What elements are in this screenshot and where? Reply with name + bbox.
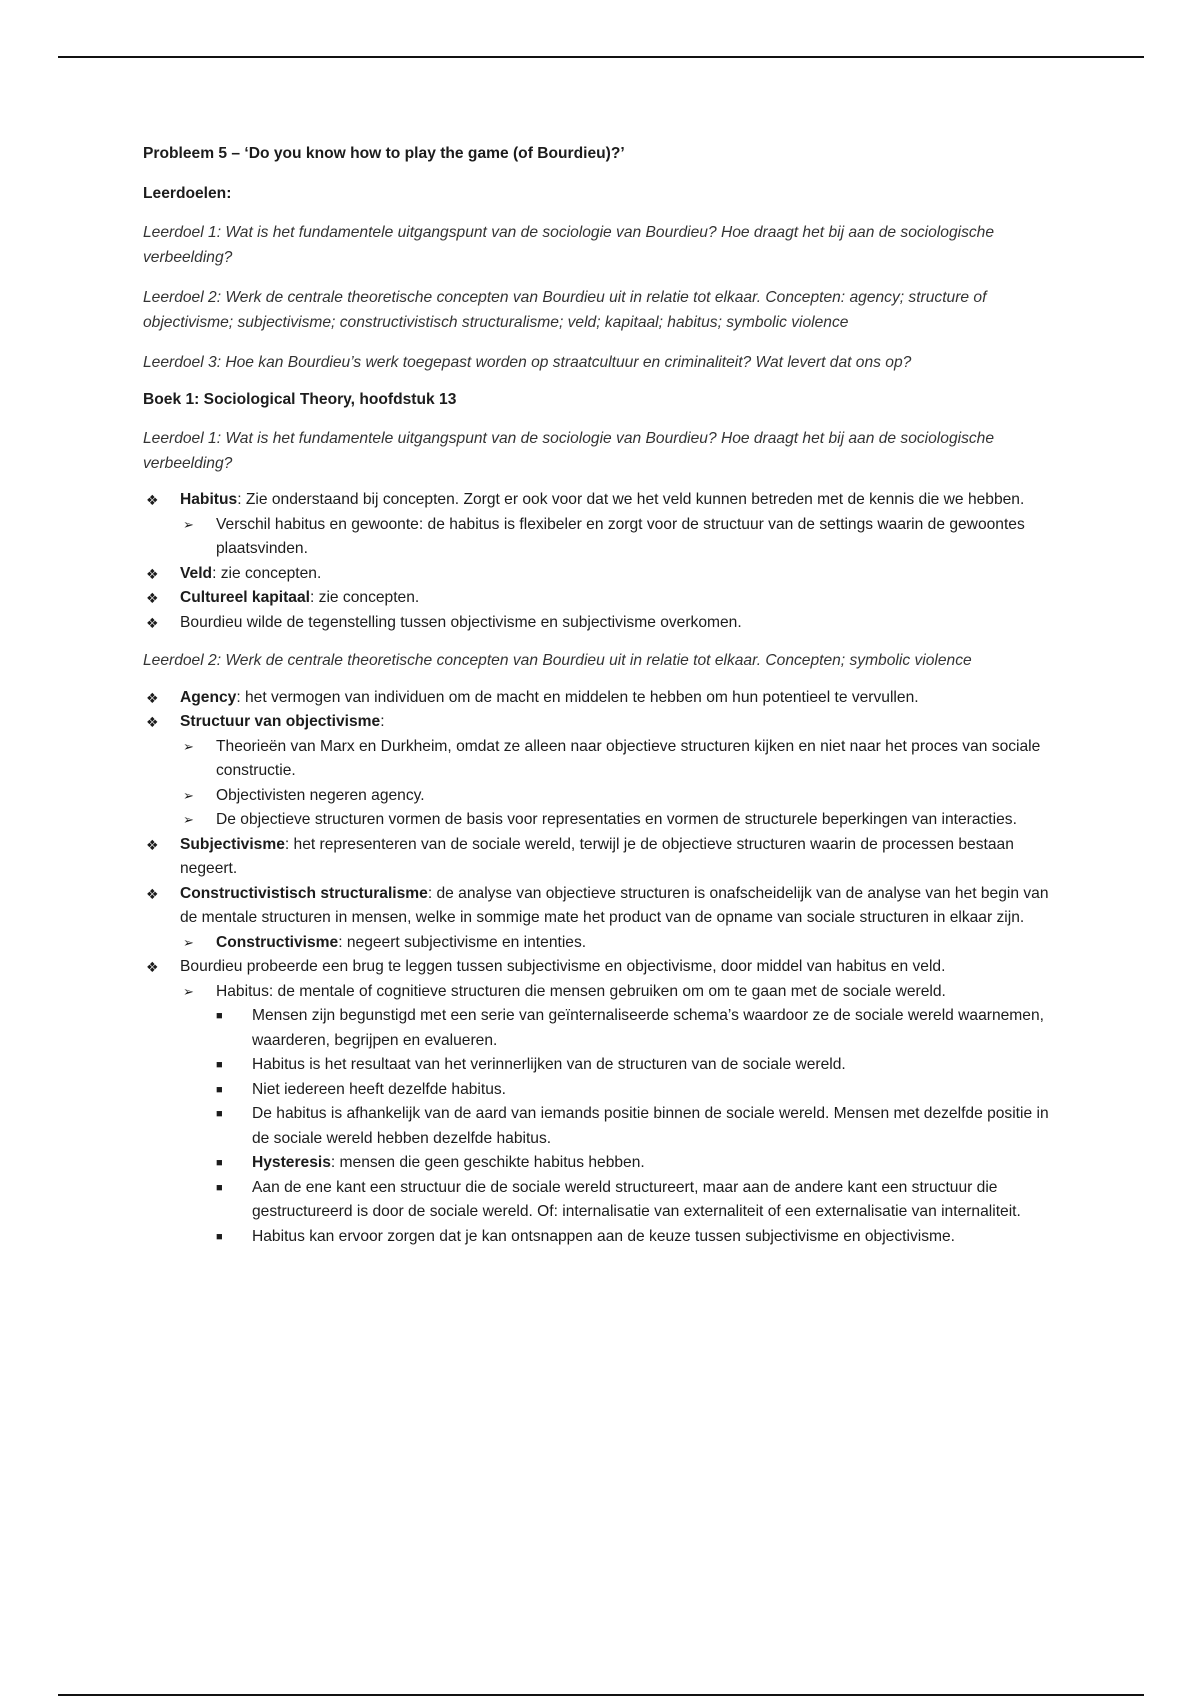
list-item-text: Verschil habitus en gewoonte: de habitus is flexibeler en zorgt voor de structuur van de settings waarin de gewoontes plaatsvinden.	[216, 515, 1025, 557]
list-item-text: Mensen zijn begunstigd met een serie van geïnternaliseerde schema’s waardoor ze de sociale wereld waarnemen, waarderen, begrijpen en evalueren.	[252, 1007, 1044, 1049]
list-item	[180, 931, 1053, 956]
list-item-text: Objectivisten negeren agency.	[216, 786, 425, 804]
list-item	[180, 808, 1053, 833]
list-item	[143, 586, 1053, 611]
list-item-text: : negeert subjectivisme en intenties.	[338, 933, 587, 951]
list-item	[216, 1225, 1053, 1250]
diamond-bullet-icon: ❖	[146, 590, 159, 606]
list-item	[180, 735, 1053, 784]
list-item	[143, 562, 1053, 587]
arrow-bullet-icon: ➢	[183, 738, 194, 754]
document-body	[143, 142, 1053, 1263]
list-item	[216, 1078, 1053, 1103]
diamond-bullet-icon: ❖	[146, 614, 159, 631]
list-item	[216, 1102, 1053, 1151]
section1-list	[143, 488, 1053, 635]
list-item-text: : Zie onderstaand bij concepten. Zorgt er ook voor dat we het veld kunnen betreden met de kennis die we hebben.	[237, 491, 1025, 508]
list-item-text: Theorieën van Marx en Durkheim, omdat ze alleen naar objectieve structuren kijken en niet naar het proces van sociale constructie.	[216, 737, 1041, 779]
list-item	[180, 513, 1053, 562]
objective-2: Leerdoel 2: Werk de centrale theoretische concepten van Bourdieu uit in relatie tot elkaar. Concepten: agency; structure of objectivisme; subjectivisme; constructivistisch structuralisme; veld; kapitaal; habitus; symbolic violence	[143, 289, 987, 331]
list-item	[216, 1004, 1053, 1053]
section1-objective: Leerdoel 1: Wat is het fundamentele uitgangspunt van de sociologie van Bourdieu? Hoe draagt het bij aan de sociologische verbeelding?	[143, 430, 995, 472]
diamond-bullet-icon: ❖	[146, 689, 159, 706]
list-item-text: Bourdieu probeerde een brug te leggen tussen subjectivisme en objectivisme, door middel van habitus en veld.	[180, 958, 946, 975]
list-item-text: : mensen die geen geschikte habitus hebben.	[330, 1154, 645, 1171]
list-item-text: Bourdieu wilde de tegenstelling tussen objectivisme en subjectivisme overkomen.	[180, 613, 742, 631]
term: Hysteresis	[252, 1154, 331, 1171]
list-item	[216, 1176, 1053, 1225]
list-item-text: : het vermogen van individuen om de macht en middelen te hebben om hun potentieel te vervullen.	[236, 688, 919, 706]
list-item-text: Habitus: de mentale of cognitieve structuren die mensen gebruiken om om te gaan met de sociale wereld.	[216, 982, 946, 1000]
diamond-bullet-icon: ❖	[146, 959, 159, 975]
square-bullet-icon: ■	[216, 1059, 223, 1071]
footer-rule	[58, 1694, 1144, 1696]
diamond-bullet-icon: ❖	[146, 492, 159, 508]
square-bullet-icon: ■	[216, 1181, 223, 1194]
term: Constructivisme	[216, 933, 339, 951]
term: Veld	[180, 564, 213, 582]
arrow-bullet-icon: ➢	[183, 983, 194, 999]
section2-objective: Leerdoel 2: Werk de centrale theoretische concepten van Bourdieu uit in relatie tot elkaar. Concepten; symbolic violence	[143, 652, 972, 669]
term: Habitus	[180, 491, 238, 508]
list-item	[216, 1053, 1053, 1078]
objective-1: Leerdoel 1: Wat is het fundamentele uitgangspunt van de sociologie van Bourdieu? Hoe draagt het bij aan de sociologische verbeelding?	[143, 224, 995, 266]
list-item-text: De habitus is afhankelijk van de aard van iemands positie binnen de sociale wereld. Mensen met dezelfde positie in de sociale wereld hebben dezelfde habitus.	[252, 1105, 1049, 1147]
book-heading: Boek 1: Sociological Theory, hoofdstuk 13	[143, 390, 457, 408]
arrow-bullet-icon: ➢	[183, 787, 194, 803]
list-item	[180, 784, 1053, 809]
term: Agency	[180, 688, 237, 706]
list-item-text: : het representeren van de sociale wereld, terwijl je de objectieve structuren waarin de processen bestaan negeert.	[180, 835, 1014, 877]
list-item-text: Aan de ene kant een structuur die de sociale wereld structureert, maar aan de andere kant een structuur die gestructureerd is door de sociale wereld. Of: internalisatie van externaliteit of een externalisatie van internaliteit.	[252, 1178, 1021, 1220]
list-item	[143, 955, 1053, 1249]
list-item-text: : zie concepten.	[212, 564, 322, 582]
diamond-bullet-icon: ❖	[146, 836, 159, 853]
list-item	[143, 611, 1053, 636]
list-item-text: Niet iedereen heeft dezelfde habitus.	[252, 1080, 507, 1098]
square-bullet-icon: ■	[216, 1157, 223, 1169]
square-bullet-icon: ■	[216, 1108, 223, 1120]
list-item	[143, 686, 1053, 711]
diamond-bullet-icon: ❖	[146, 565, 159, 582]
list-item	[143, 882, 1053, 956]
list-item	[143, 833, 1053, 882]
arrow-bullet-icon: ➢	[183, 812, 194, 827]
diamond-bullet-icon: ❖	[146, 714, 159, 730]
leerdoelen-heading: Leerdoelen:	[143, 184, 232, 202]
list-item	[143, 710, 1053, 833]
square-bullet-icon: ■	[216, 1230, 223, 1243]
list-item	[180, 980, 1053, 1250]
term: Constructivistisch structuralisme	[180, 884, 428, 902]
list-item-text: : de analyse van objectieve structuren is onafscheidelijk van de analyse van het begin van de mentale structuren in mensen, welke in sommige mate het product van de opname van sociale structuren in elkaar zijn.	[180, 884, 1049, 926]
header-rule	[58, 56, 1144, 58]
list-item-text: Habitus kan ervoor zorgen dat je kan ontsnappen aan de keuze tussen subjectivisme en objectivisme.	[252, 1227, 955, 1245]
objective-3: Leerdoel 3: Hoe kan Bourdieu’s werk toegepast worden op straatcultuur en criminaliteit? Wat levert dat ons op?	[143, 354, 912, 371]
list-item	[143, 488, 1053, 562]
section2-list	[143, 686, 1053, 1250]
list-item-text: :	[380, 713, 385, 730]
arrow-bullet-icon: ➢	[183, 516, 194, 532]
list-item	[216, 1151, 1053, 1176]
arrow-bullet-icon: ➢	[183, 934, 194, 950]
term: Subjectivisme	[180, 835, 285, 853]
term: Cultureel kapitaal	[180, 589, 310, 606]
list-item-text: : zie concepten.	[310, 589, 420, 606]
square-bullet-icon: ■	[216, 1010, 223, 1022]
list-item-text: De objectieve structuren vormen de basis voor representaties en vormen de structurele beperkingen van interacties.	[216, 811, 1017, 828]
term: Structuur van objectivisme	[180, 713, 381, 730]
square-bullet-icon: ■	[216, 1083, 223, 1096]
page-title: Probleem 5 – ‘Do you know how to play the game (of Bourdieu)?’	[143, 145, 625, 162]
list-item-text: Habitus is het resultaat van het verinnerlijken van de structuren van de sociale wereld.	[252, 1056, 846, 1073]
diamond-bullet-icon: ❖	[146, 885, 159, 902]
